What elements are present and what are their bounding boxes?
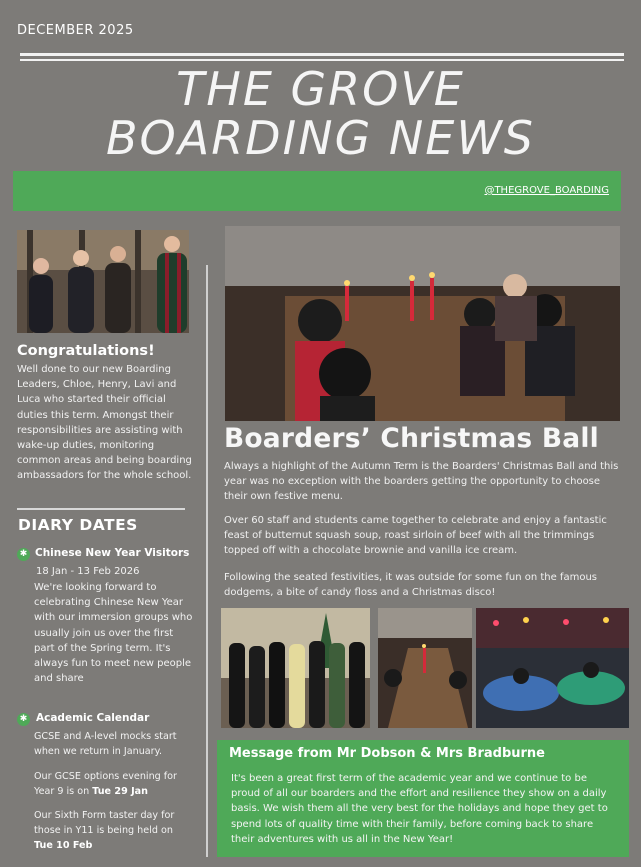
article-headline: Boarders’ Christmas Ball bbox=[224, 423, 599, 454]
dodgems-illustration bbox=[476, 608, 629, 728]
header-rule-thin bbox=[20, 59, 624, 61]
message-title: Message from Mr Dobson & Mrs Bradburne bbox=[229, 746, 545, 761]
message-body: It's been a great first term of the academic year and we continue to be proud of all our boarders and the effort and resilience they show on a daily basis. We wish them all the very best for the holidays and hope they get to spend lots of quality time with their family, before coming back to share their adventures with us all in the New Year! bbox=[231, 773, 608, 845]
group-dresses-illustration bbox=[221, 608, 370, 728]
diary-item-text: Our Sixth Form taster day for those in Y11 is being held on Tue 10 Feb bbox=[34, 810, 175, 852]
masthead-title-line1: THE GROVE bbox=[176, 62, 465, 116]
diary-item-text: GCSE and A-level mocks start when we return in January. bbox=[34, 731, 177, 758]
diary-item-text: Our GCSE options evening for Year 9 is on Tue 29 Jan bbox=[34, 771, 177, 798]
boarding-leaders-photo bbox=[17, 230, 189, 333]
christmas-ball-photo bbox=[225, 226, 620, 421]
dinner-table-illustration bbox=[378, 608, 472, 728]
diary-divider bbox=[17, 508, 185, 510]
masthead-title-line2: BOARDING NEWS bbox=[105, 111, 536, 165]
dodgems-photo bbox=[476, 608, 629, 728]
diary-dates-heading: DIARY DATES bbox=[18, 516, 138, 534]
column-divider bbox=[206, 265, 208, 857]
asterisk-bullet-icon: ✱ bbox=[17, 713, 30, 726]
message-box bbox=[217, 740, 629, 857]
social-handle-link[interactable]: @THEGROVE_BOARDING bbox=[484, 185, 609, 196]
article-paragraph: Over 60 staff and students came together to celebrate and enjoy a fantastic feast of butternut squash soup, roast sirloin of beef with all the trimmings topped off with a chocolate brownie and vanilla ice cream. bbox=[224, 515, 607, 557]
congratulations-body: Well done to our new Boarding Leaders, Chloe, Henry, Lavi and Luca who started their official duties this term. Amongst their responsibilities are assisting with wake-up duties, monitoring common areas and being boarding ambassadors for the whole school. bbox=[17, 364, 192, 482]
christmas-ball-illustration bbox=[225, 226, 620, 421]
diary-item-title: Academic Calendar bbox=[36, 712, 150, 724]
article-paragraph: Always a highlight of the Autumn Term is the Boarders' Christmas Ball and this year was no exception with the boarders getting the opportunity to choose their own festive menu. bbox=[224, 461, 619, 503]
boarding-leaders-illustration bbox=[17, 230, 189, 333]
social-banner bbox=[13, 171, 621, 211]
dinner-table-photo bbox=[378, 608, 472, 728]
issue-date: DECEMBER 2025 bbox=[17, 23, 134, 38]
diary-item-dates: 18 Jan - 13 Feb 2026 bbox=[36, 566, 140, 577]
asterisk-bullet-icon: ✱ bbox=[17, 548, 30, 561]
diary-item-title: Chinese New Year Visitors bbox=[35, 547, 190, 559]
congratulations-heading: Congratulations! bbox=[17, 343, 155, 359]
header-rule bbox=[20, 53, 624, 56]
diary-item-text: We're looking forward to celebrating Chinese New Year with our immersion groups who usually join us over the first part of the Spring term. It's always fun to meet new people and share bbox=[34, 582, 193, 685]
group-photo-dresses bbox=[221, 608, 370, 728]
article-paragraph: Following the seated festivities, it was outside for some fun on the famous dodgems, a bite of candy floss and a Christmas disco! bbox=[224, 572, 597, 599]
